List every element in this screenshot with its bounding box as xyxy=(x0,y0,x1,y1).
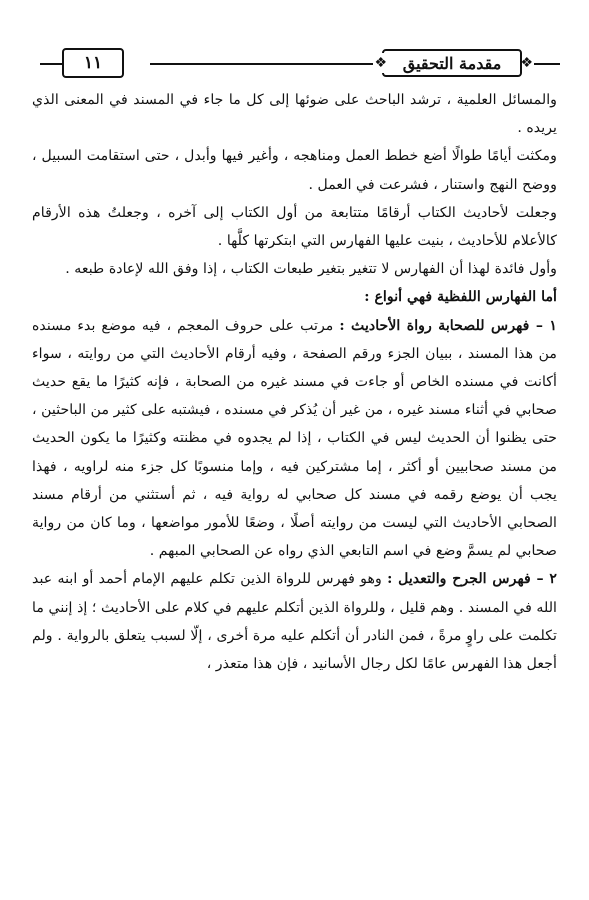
paragraph: والمسائل العلمية ، ترشد الباحث على ضوئها إلى كل ما جاء في المسند في المعنى الذي يريده . xyxy=(32,92,557,137)
list-item xyxy=(32,565,557,678)
section-heading: أما الفهارس اللفظية فهي أنواع : xyxy=(364,289,557,306)
list-item xyxy=(32,312,557,566)
list-item-text: وهو فهرس للرواة الذين تكلم عليهم الإمام أحمد أو ابنه عبد الله في المسند . وهم قليل ، وللرواة الذين أتكلم عليهم في كلام على الأحاديث ؛ إذ إنني ما تكلمت على راوٍ مرةً ، فمن النادر أن أتكلم عليه مرة أخرى ، إلّا لسبب يتعلق بالرواية . ولم أجعل هذا الفهرس عامًا لكل رجال الأسانيد ، فإن هذا متعذر ، xyxy=(32,571,557,673)
list-item-lead: ١ – فهرس للصحابة رواة الأحاديث : xyxy=(339,317,557,334)
paragraph: وجعلت لأحاديث الكتاب أرقامًا متتابعة من أول الكتاب إلى آخره ، وجعلتُ هذه الأرقام كالأعلام للأحاديث ، بنيت عليها الفهارس التي ابتكرتها كلَّها . xyxy=(32,204,557,250)
body-text xyxy=(32,86,557,678)
header-rule-middle xyxy=(150,63,382,65)
list-item-text: مرتب على حروف المعجم ، فيه موضع بدء مسنده من هذا المسند ، ببيان الجزء ورقم الصفحة ، وفيه أرقام الأحاديث التي من روايته ، سواء أكانت في مسنده الخاص أو جاءت في مسند غيره من الصحابة ، فإنه كثيرًا ما يقع حديث صحابي في أثناء مسند غيره ، من غير أن يُذكر في مسنده ، فيشتبه على كثير من الباحثين ، حتى يظنوا أن الحديث ليس في الكتاب ، إذا لم يجدوه في مظنته وكثيرًا ما يكون الحديث من مسند صحابيين أو أكثر ، إما مشتركين فيه ، وإما منسوبًا كل جزء منه لراويه ، فهذا يجب أن يوضع رقمه في مسند كل صحابي له رواية فيه ، ثم أستثني من أرقام مسند الصحابي الأحاديث التي ليست من روايته أصلًا ، وضعًا للأمور مواضعها ، وما كان من رواية صحابي لم يسمَّ وضع في اسم التابعي الذي رواه عن الصحابي المبهم . xyxy=(32,317,557,560)
ornament-icon: ❖ xyxy=(374,55,387,71)
paragraph: وأول فائدة لهذا أن الفهارس لا تتغير بتغير طبعات الكتاب ، إذا وفق الله لإعادة طبعه . xyxy=(65,261,557,278)
ornament-icon: ❖ xyxy=(520,55,533,71)
header-rule-left xyxy=(40,63,62,65)
page-header xyxy=(40,48,560,80)
page-number: ١١ xyxy=(62,48,124,78)
chapter-title: مقدمة التحقيق xyxy=(382,49,522,77)
list-item-lead: ٢ – فهرس الجرح والتعديل : xyxy=(387,571,557,588)
paragraph: ومكثت أيامًا طوالًا أضع خطط العمل ومناهجه ، وأغير فيها وأبدل ، حتى استقامت السبيل ، ووضح النهج واستنار ، فشرعت في العمل . xyxy=(32,148,557,193)
